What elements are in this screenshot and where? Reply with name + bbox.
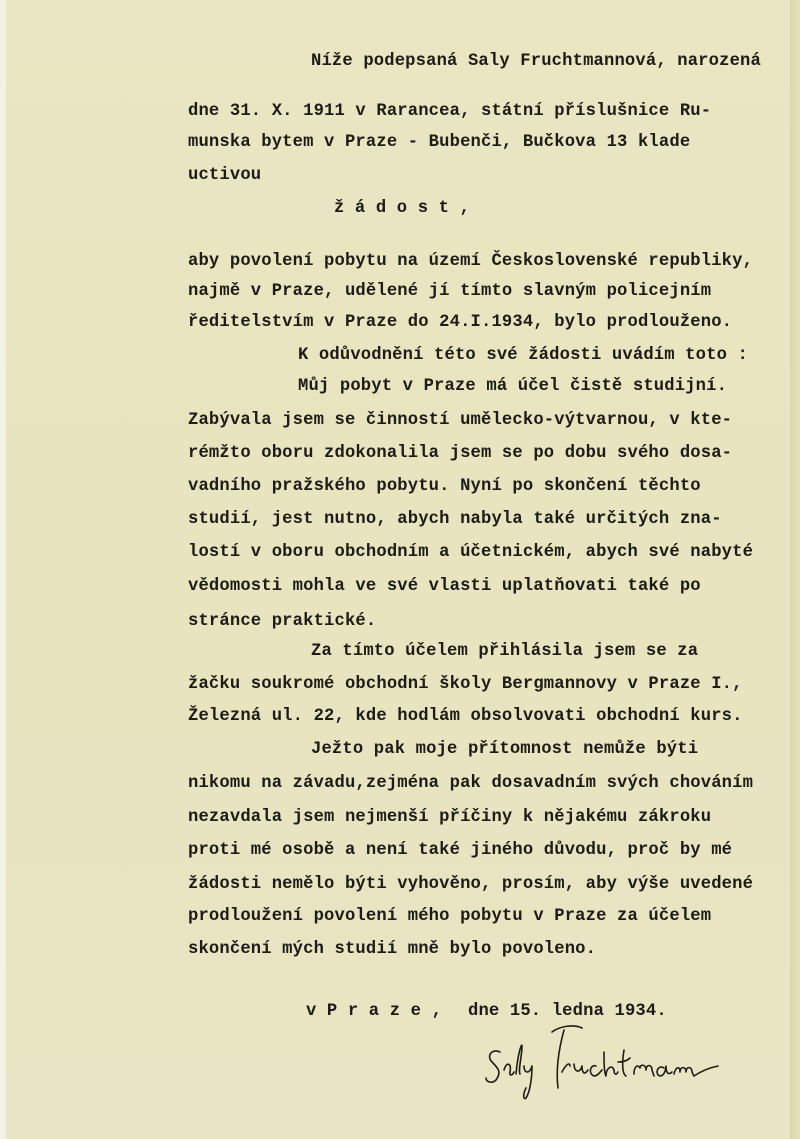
place: v P r a z e ,	[306, 1002, 443, 1021]
text-line: žačku soukromé obchodní školy Bergmannovy v Praze I.,	[188, 675, 743, 694]
text-line: nikomu na závadu,zejména pak dosavadním svých chováním	[188, 774, 754, 793]
text-line: K odůvodnění této své žádosti uvádím toto :	[298, 346, 748, 365]
text-line: proti mé osobě a není také jiného důvodu, proč by mé	[188, 841, 733, 860]
text-line: stránce praktické.	[188, 612, 377, 631]
text-line: rémžto oboru zdokonalila jsem se po dobu svého dosa-	[188, 444, 733, 463]
text-line: Železná ul. 22, kde hodlám obsolvovati obchodní kurs.	[188, 707, 743, 726]
text-line: Zabývala jsem se činností umělecko-výtvarnou, v kte-	[188, 411, 733, 430]
text-line: skončení mých studií mně bylo povoleno.	[188, 940, 597, 959]
text-line: Za tímto účelem přihlásila jsem se za	[311, 642, 699, 661]
text-line: dne 31. X. 1911 v Rarancea, státní příslušnice Ru-	[188, 102, 712, 121]
date: dne 15. ledna 1934.	[468, 1002, 667, 1021]
text-line: vědomosti mohla ve své vlasti uplatňovati také po	[188, 577, 701, 596]
text-line: aby povolení pobytu na území Československé republiky,	[188, 252, 754, 271]
request-heading: ž á d o s t ,	[334, 199, 471, 218]
text-line: najmě v Praze, udělené jí tímto slavným policejním	[188, 282, 712, 301]
text-line: nezavdala jsem nejmenší příčiny k nějakému zákroku	[188, 808, 712, 827]
paper-edge-right	[790, 0, 800, 1139]
text-line: ředitelstvím v Praze do 24.I.1934, bylo prodlouženo.	[188, 313, 733, 332]
text-line: Níže podepsaná Saly Fruchtmannová, narozená	[311, 52, 761, 71]
text-line: lostí v oboru obchodním a účetnickém, abych své nabyté	[188, 543, 754, 562]
text-line: vadního pražského pobytu. Nyní po skončení těchto	[188, 477, 701, 496]
text-line: studií, jest nutno, abych nabyla také určitých zna-	[188, 510, 722, 529]
text-line: prodloužení povolení mého pobytu v Praze za účelem	[188, 907, 712, 926]
text-line: Můj pobyt v Praze má účel čistě studijní.	[298, 377, 728, 396]
text-line: uctivou	[188, 166, 262, 185]
text-line: žádosti nemělo býti vyhověno, prosím, aby výše uvedené	[188, 875, 754, 894]
handwritten-signature	[478, 1022, 728, 1102]
text-line: munska bytem v Praze - Bubenči, Bučkova 13 klade	[188, 133, 691, 152]
paper-edge-left	[0, 0, 6, 1139]
text-line: Ježto pak moje přítomnost nemůže býti	[311, 740, 699, 759]
